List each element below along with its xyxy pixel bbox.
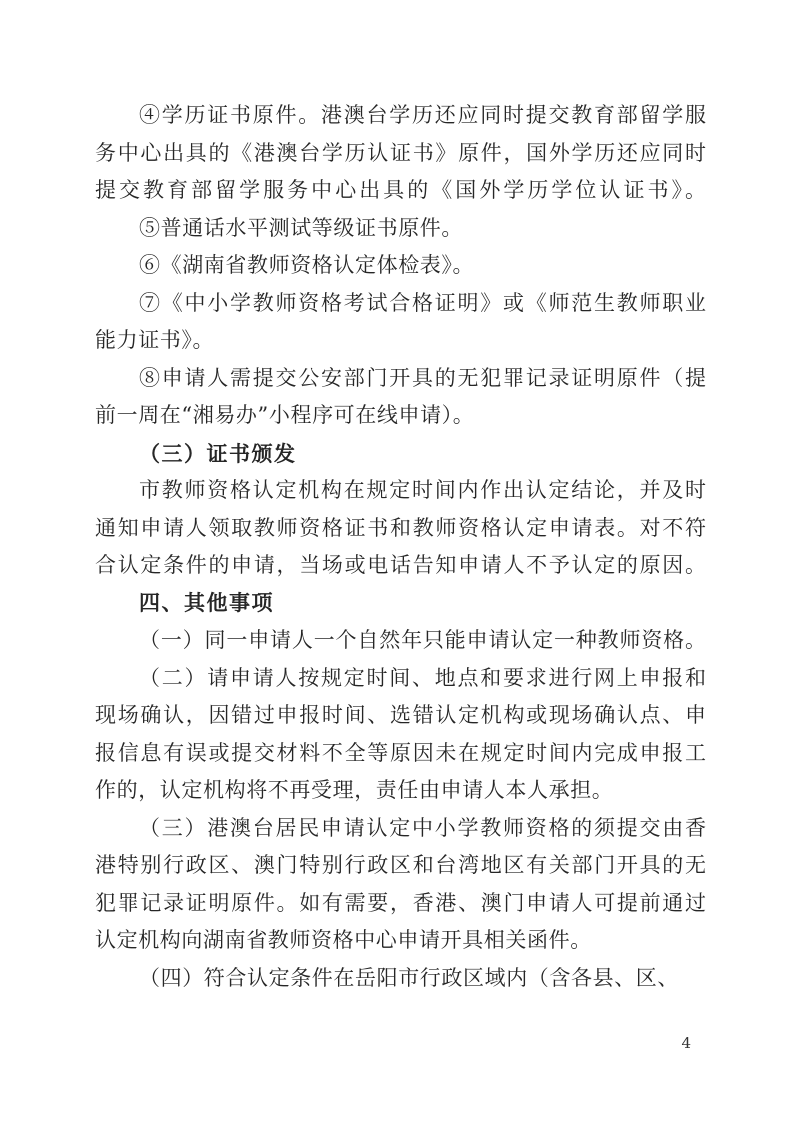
document-line: 报信息有误或提交材料不全等原因未在规定时间内完成申报工 <box>95 740 706 765</box>
document-line: 市教师资格认定机构在规定时间内作出认定结论，并及时 <box>139 478 706 502</box>
document-line: ⑦《中小学教师资格考试合格证明》或《师范生教师职业 <box>139 290 706 315</box>
document-line: ⑧申请人需提交公安部门开具的无犯罪记录证明原件（提 <box>139 365 706 390</box>
document-line: （一）同一申请人一个自然年只能申请认定一种教师资格。 <box>139 628 706 652</box>
document-line: （四）符合认定条件在岳阳市行政区域内（含各县、区、 <box>139 965 679 990</box>
document-body <box>95 97 706 997</box>
document-line: 四、其他事项 <box>139 590 274 615</box>
document-line: 能力证书》。 <box>95 328 215 352</box>
document-line: ⑥《湖南省教师资格认定体检表》。 <box>139 253 475 277</box>
document-line: 港特别行政区、澳门特别行政区和台湾地区有关部门开具的无 <box>95 853 706 877</box>
document-line: 通知申请人领取教师资格证书和教师资格认定申请表。对不符 <box>95 515 706 540</box>
document-line: （二）请申请人按规定时间、地点和要求进行网上申报和 <box>139 665 706 690</box>
document-line: 犯罪记录证明原件。如有需要，香港、澳门申请人可提前通过 <box>95 890 706 915</box>
document-line: 认定机构向湖南省教师资格中心申请开具相关函件。 <box>95 928 592 952</box>
document-line: 务中心出具的《港澳台学历认证书》原件，国外学历还应同时 <box>95 140 706 165</box>
document-line: 现场确认，因错过申报时间、选错认定机构或现场确认点、申 <box>95 703 706 727</box>
document-line: ⑤普通话水平测试等级证书原件。 <box>139 215 463 240</box>
document-line: 前一周在“湘易办”小程序可在线申请）。 <box>95 403 475 427</box>
document-line: 提交教育部留学服务中心出具的《国外学历学位认证书》。 <box>95 178 706 202</box>
document-line: 作的，认定机构将不再受理，责任由申请人本人承担。 <box>95 778 614 802</box>
document-line: （三）证书颁发 <box>139 440 297 466</box>
page-number: 4 <box>681 1034 691 1052</box>
document-line: 合认定条件的申请，当场或电话告知申请人不予认定的原因。 <box>95 553 706 577</box>
document-line: ④学历证书原件。港澳台学历还应同时提交教育部留学服 <box>139 103 706 127</box>
document-line: （三）港澳台居民申请认定中小学教师资格的须提交由香 <box>139 815 706 840</box>
